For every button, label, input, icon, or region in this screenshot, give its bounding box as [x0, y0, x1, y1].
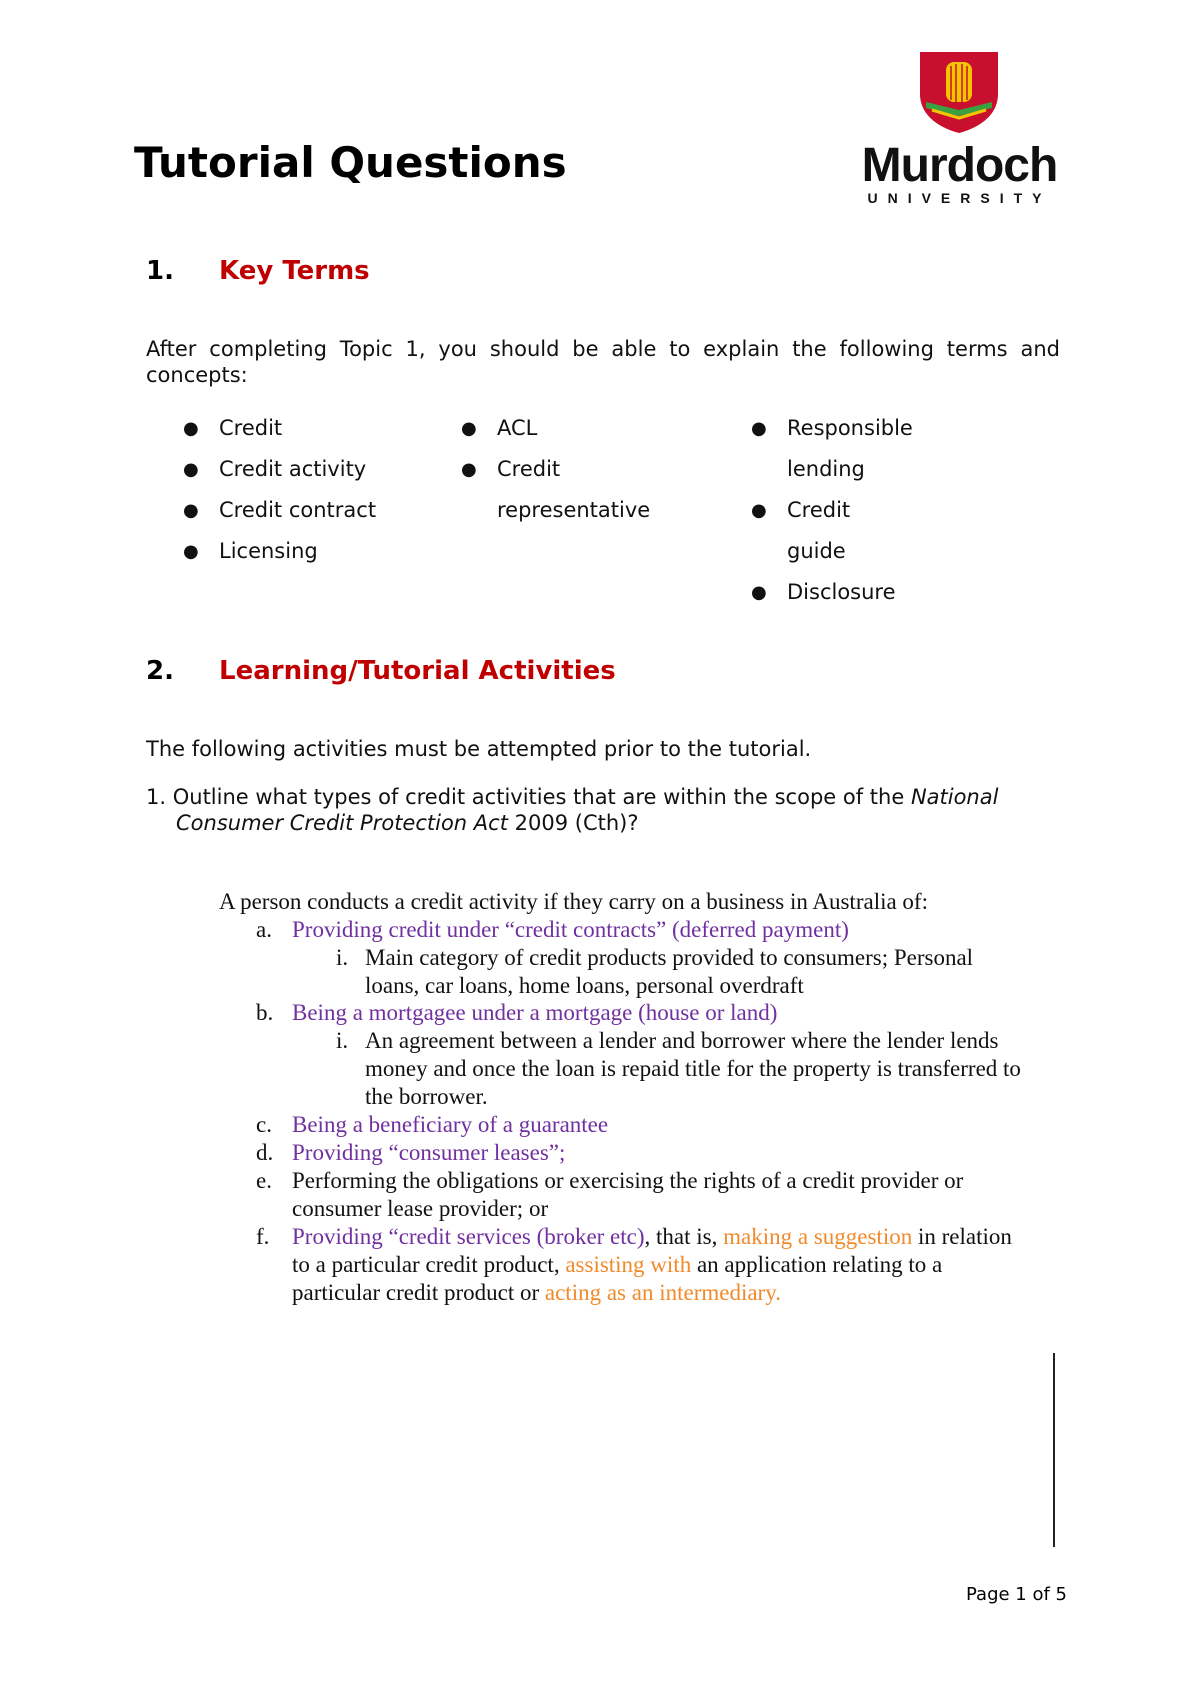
- list-item: particular credit product or acting as an intermediary.: [292, 1280, 781, 1305]
- list-item-label: e.: [256, 1168, 272, 1193]
- act-title-italic: Consumer Credit Protection Act: [176, 811, 508, 835]
- list-item: Main category of credit products provided to consumers; Personal: [365, 945, 974, 970]
- list-item: Providing credit under “credit contracts” (deferred payment): [292, 917, 849, 942]
- list-item: loans, car loans, home loans, personal overdraft: [365, 973, 804, 998]
- margin-divider: [1053, 1353, 1055, 1547]
- page-number: Page 1 of 5: [966, 1584, 1067, 1605]
- intro-paragraph: After completing Topic 1, you should be able to explain the following terms and concepts:: [146, 337, 1060, 387]
- act-title-italic: National: [910, 785, 999, 809]
- question-1: [146, 784, 998, 810]
- activities-intro: The following activities must be attempted prior to the tutorial.: [146, 737, 812, 761]
- list-item: lending: [787, 457, 865, 481]
- bullet-icon: ●: [183, 500, 199, 521]
- list-item: An agreement between a lender and borrower where the lender lends: [365, 1028, 999, 1053]
- list-item-label: a.: [256, 917, 272, 942]
- bullet-icon: ●: [751, 582, 767, 603]
- list-item-label: c.: [256, 1112, 272, 1137]
- bullet-icon: ●: [183, 459, 199, 480]
- question-1-line2: Consumer Credit Protection Act 2009 (Cth)?: [176, 811, 639, 835]
- list-item: ● Credit: [219, 408, 459, 449]
- list-item: Being a beneficiary of a guarantee: [292, 1112, 609, 1137]
- list-item: representative: [497, 498, 651, 522]
- list-item-label: d.: [256, 1140, 274, 1165]
- terms-column-2: [461, 408, 717, 531]
- terms-column-3: [751, 408, 987, 613]
- section2-number: 2.: [146, 656, 174, 686]
- answer-lead: A person conducts a credit activity if they carry on a business in Australia of:: [219, 889, 928, 914]
- list-item: guide: [787, 539, 846, 563]
- logo-subtitle: UNIVERSITY: [867, 190, 1052, 206]
- university-logo: [852, 50, 1067, 210]
- list-item: Providing “consumer leases”;: [292, 1140, 566, 1165]
- list-item: ● Credit: [787, 490, 987, 531]
- bullet-icon: ●: [751, 418, 767, 439]
- page-title: Tutorial Questions: [134, 138, 567, 187]
- list-item: ● Credit activity: [219, 449, 459, 490]
- list-item: ● Credit: [497, 449, 717, 490]
- list-item: Performing the obligations or exercising the rights of a credit provider or: [292, 1168, 964, 1193]
- list-item: to a particular credit product, assisting with an application relating to a: [292, 1252, 943, 1277]
- crest-icon: [918, 50, 1000, 134]
- bullet-icon: ●: [461, 418, 477, 439]
- section2-title: Learning/Tutorial Activities: [219, 656, 616, 686]
- list-item-label: b.: [256, 1000, 274, 1025]
- list-item: ● Credit contract: [219, 490, 459, 531]
- list-item: Being a mortgagee under a mortgage (house or land): [292, 1000, 778, 1025]
- list-item: money and once the loan is repaid title for the property is transferred to: [365, 1056, 1021, 1081]
- section1-title: Key Terms: [219, 256, 370, 286]
- list-item: the borrower.: [365, 1084, 488, 1109]
- bullet-icon: ●: [183, 541, 199, 562]
- question-text: Outline what types of credit activities that are within the scope of the: [172, 785, 911, 809]
- question-number: 1.: [146, 785, 167, 809]
- list-item: ● Disclosure: [787, 572, 987, 613]
- terms-column-1: [183, 408, 459, 572]
- section1-number: 1.: [146, 256, 174, 286]
- list-item: ● Responsible: [787, 408, 987, 449]
- list-item-label: i.: [336, 945, 349, 970]
- bullet-icon: ●: [461, 459, 477, 480]
- list-item: ● ACL: [497, 408, 717, 449]
- list-item: ● Licensing: [219, 531, 459, 572]
- bullet-icon: ●: [751, 500, 767, 521]
- logo-wordmark: Murdoch: [861, 139, 1058, 192]
- list-item-label: f.: [256, 1224, 270, 1249]
- list-item: Providing “credit services (broker etc), that is, making a suggestion in relation: [292, 1224, 1012, 1249]
- bullet-icon: ●: [183, 418, 199, 439]
- list-item: consumer lease provider; or: [292, 1196, 549, 1221]
- list-item-label: i.: [336, 1028, 349, 1053]
